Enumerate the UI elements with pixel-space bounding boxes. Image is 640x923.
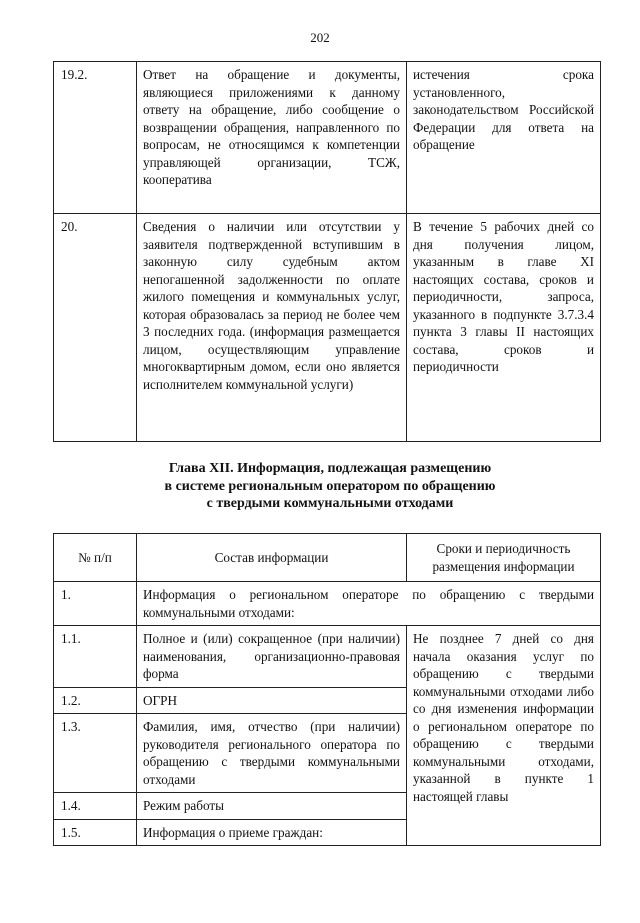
info-cell: ОГРН	[137, 687, 407, 714]
terms-cell: истечения срока установленного, законодательством Российской Федерации для ответа на обращение	[407, 62, 601, 214]
row-number: 1.5.	[54, 819, 137, 846]
continuation-table	[53, 61, 601, 442]
page-number: 202	[310, 30, 330, 45]
row-number: 1.1.	[54, 626, 137, 688]
section-row	[54, 582, 601, 626]
info-cell: Информация о приеме граждан:	[137, 819, 407, 846]
info-cell: Фамилия, имя, отчество (при наличии) руководителя регионального оператора по обращению с твердыми коммунальными отходами	[137, 714, 407, 793]
table-header-row	[54, 534, 601, 582]
row-number: 1.2.	[54, 687, 137, 714]
info-cell: Сведения о наличии или отсутствии у заявителя подтвержденной вступившим в законную силу судебным актом непогашенной задолженности по оплате жилого помещения и коммунальных услуг, которая образовалась за период не более чем 3 последних года. (информация размещается лицом, осуществляющим управление многоквартирным домом, если оно является исполнителем коммунальной услуги)	[137, 214, 407, 442]
chapter-heading	[60, 460, 600, 513]
table-row	[54, 62, 601, 214]
terms-cell: В течение 5 рабочих дней со дня получения лицом, указанным в главе XI настоящих состава, сроков и периодичности, запроса, указанного в подпункте 3.7.3.4 пункта 3 главы II настоящих состава, сроков и периодичности	[407, 214, 601, 442]
row-number: 1.3.	[54, 714, 137, 793]
section-text: Информация о региональном операторе по обращению с твердыми коммунальными отходами:	[137, 582, 601, 626]
header-number: № п/п	[54, 534, 137, 582]
info-cell: Ответ на обращение и документы, являющиеся приложениями к данному ответу на обращение, либо сообщение о возвращении обращения, направленного по вопросам, не относящимся к компетенции управляющей организации, ТСЖ, кооператива	[137, 62, 407, 214]
table-row	[54, 214, 601, 442]
chapter-heading-line: с твердыми коммунальными отходами	[206, 496, 454, 511]
table-row	[54, 626, 601, 688]
chapter-info-table	[53, 533, 601, 846]
row-number: 1.	[54, 582, 137, 626]
row-number: 19.2.	[54, 62, 137, 214]
chapter-heading-line: Глава XII. Информация, подлежащая размещению	[168, 461, 492, 476]
header-info: Состав информации	[137, 534, 407, 582]
row-number: 1.4.	[54, 793, 137, 820]
chapter-heading-line: в системе региональным оператором по обращению	[164, 478, 496, 494]
info-cell: Режим работы	[137, 793, 407, 820]
row-number: 20.	[54, 214, 137, 442]
shared-terms-cell: Не позднее 7 дней со дня начала оказания услуг по обращению с твердыми коммунальными отходами либо со дня изменения информации о региональном операторе по обращению с твердыми коммунальными отходами, указанной в пункте 1 настоящей главы	[407, 626, 601, 846]
header-terms: Сроки и периодичность размещения информации	[407, 534, 601, 582]
info-cell: Полное и (или) сокращенное (при наличии) наименования, организационно-правовая форма	[137, 626, 407, 688]
